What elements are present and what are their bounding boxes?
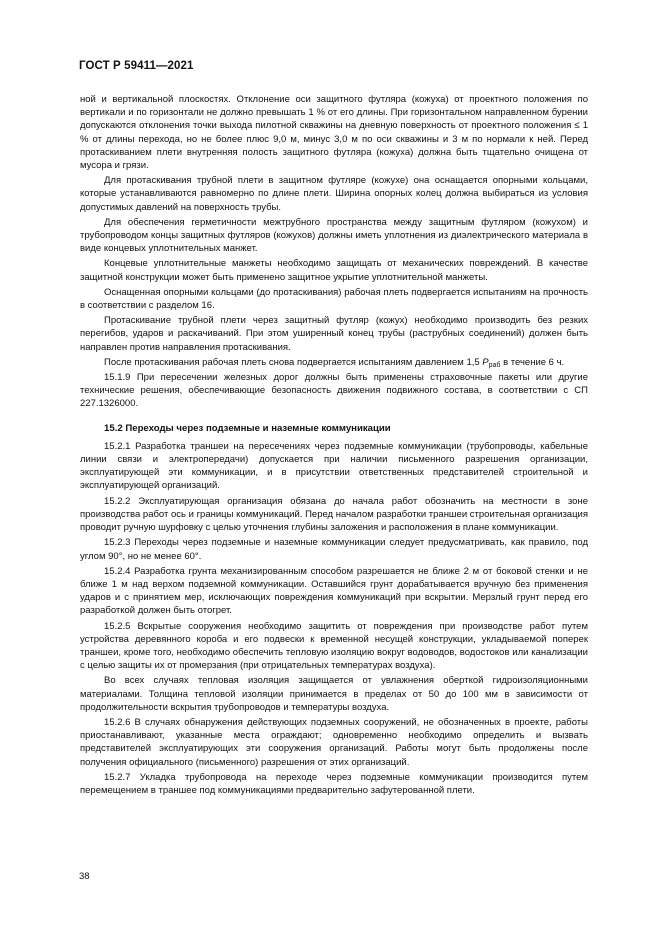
paragraph: Для протаскивания трубной плети в защитном футляре (кожухе) она оснащается опорными кольцами, которые устанавливаются равномерно по длине плети. Ширина опорных колец должна выбираться из условия допустимых давлений на поверхность трубы. xyxy=(80,175,588,213)
document-body xyxy=(80,93,588,799)
paragraph: 15.2.4 Разработка грунта механизированным способом разрешается не ближе 2 м от боковой стенки и не ближе 1 м над верхом подземной коммуникации. Оставшийся грунт дорабатывается вручную без применения ударов и с принятием мер, исключающих повреждения коммуникаций при вскрытии. Мерзлый грунт перед его разработкой должен быть отогрет. xyxy=(80,565,588,617)
pressure-paragraph xyxy=(80,356,588,369)
document-header: ГОСТ Р 59411—2021 xyxy=(79,60,194,72)
paragraph: Во всех случаях тепловая изоляция защищается от увлажнения оберткой гидроизоляционными материалами. Толщина тепловой изоляции принимается в пределах от 50 до 100 мм в зависимости от продолжительности вскрытия трубопроводов и температуры воздуха. xyxy=(80,675,588,713)
paragraph-15-1-9: 15.1.9 При пересечении железных дорог должны быть применены страховочные пакеты или другие технические решения, обеспечивающие безопасность движения подвижного состава, в соответствии с СП 227.1326000. xyxy=(80,372,588,410)
paragraph: ной и вертикальной плоскостях. Отклонение оси защитного футляра (кожуха) от проектного положения по вертикали и по горизонтали не должно превышать 1 % от его длины. При горизонтальном направленном бурении допускаются отклонения точки выхода пилотной скважины на дневную поверхность от проектного положения ≤ 1 % от длины перехода, но не более плюс 9,0 м, минус 3,0 м по оси скважины и 3 м по нормали к ней. Перед протаскиванием плети внутренняя полость защитного футляра (кожуха) должна быть тщательно очищена от мусора и грязи. xyxy=(80,94,588,172)
pressure-subscript: раб xyxy=(488,361,501,369)
page-number: 38 xyxy=(79,871,90,882)
paragraph: 15.2.2 Эксплуатирующая организация обязана до начала работ обозначить на местности в зоне производства работ ось и границы коммуникаций. Перед началом разработки траншеи строительная организация проводит ручную шурфовку с целью уточнения глубины заложения и расположения в плане коммуникации. xyxy=(80,495,588,534)
paragraph: Протаскивание трубной плети через защитный футляр (кожух) необходимо производить без резких перегибов, ударов и раскачиваний. При этом уширенный конец трубы (раструбных соединений) должен быть направлен против направления протаскивания. xyxy=(80,315,588,353)
paragraph: 15.2.3 Переходы через подземные и наземные коммуникации следует предусматривать, как правило, под углом 90°, но не менее 60°. xyxy=(80,537,588,562)
paragraph: 15.2.7 Укладка трубопровода на переходе через подземные коммуникации производится путем перемещением в траншее под коммуникациями предварительно зафутерованной плети. xyxy=(80,771,588,796)
paragraph: Концевые уплотнительные манжеты необходимо защищать от механических повреждений. В качестве защитной конструкции может быть применено защитное укрытие уплотнительной манжеты. xyxy=(80,258,588,283)
paragraph: Для обеспечения герметичности межтрубного пространства между защитным футляром (кожухом) и трубопроводом концы защитных футляров (кожухов) должны иметь уплотнения из диэлектрического материала в виде концевых уплотнительных манжет. xyxy=(80,216,588,255)
paragraph: 15.2.5 Вскрытые сооружения необходимо защитить от повреждения при производстве работ путем устройства деревянного короба и его подвески к временной несущей конструкции, укладываемой поперек траншеи, кроме того, необходимо обеспечить тепловую изоляцию вокруг водоводов, водостоков или канализации с целью защиты их от промерзания (при отрицательных температурах воздуха). xyxy=(80,620,588,672)
paragraph: Оснащенная опорными кольцами (до протаскивания) рабочая плеть подвергается испытаниям на прочность в соответствии с разделом 16. xyxy=(80,286,588,312)
pressure-text-after: в течение 6 ч. xyxy=(500,356,565,368)
pressure-text-before: После протаскивания рабочая плеть снова подвергается испытаниям давлением 1,5 xyxy=(104,356,483,368)
paragraph: 15.2.1 Разработка траншеи на пересечениях через подземные коммуникации (трубопроводы, кабельные линии связи и электропередачи) допускается при наличии письменного разрешения организации, эксплуатирующей эти коммуникации, и в присутствии ответственных представителей строительной и эксплуатирующей организаций. xyxy=(80,440,588,492)
section-heading: 15.2 Переходы через подземные и наземные коммуникации xyxy=(104,422,391,434)
paragraph: 15.2.6 В случаях обнаружения действующих подземных сооружений, не обозначенных в проекте, работы приостанавливают, указанные места ограждают; одновременно необходимо определить и вызвать представителей эксплуатирующих эти сооружения организаций. Работы могут быть продолжены после получения официального (письменного) разрешения от этих организаций. xyxy=(80,716,588,768)
pressure-symbol: P xyxy=(482,356,489,368)
